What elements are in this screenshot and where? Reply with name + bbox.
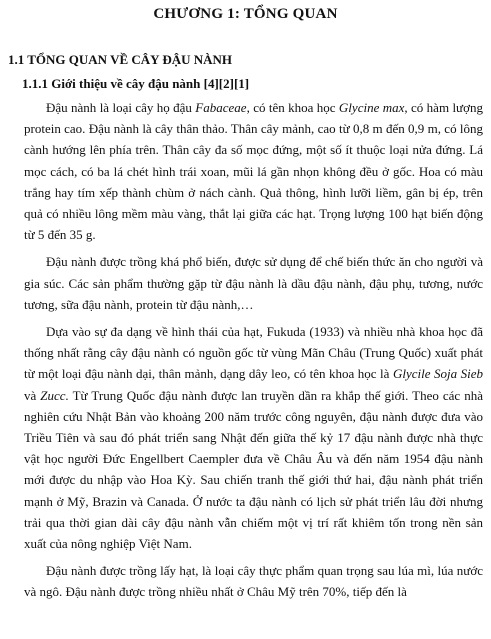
p1-family-name: Fabaceae [195,100,247,115]
p1-text-e: , có hàm lượng protein cao. Đậu nành là cây thân thảo. Thân cây mảnh, cao từ 0,8 m đến 0,9 m, có lông cành hướng lên phía trên. Thân cây đa số mọc đứng, một số ít thuộc loại nửa đứng. Lá mọc cách, có ba lá chét hình trái xoan, mũi lá gần nhọn không đều ở gốc. Hoa có màu trắng hay tím xếp thành chùm ở nách cành. Quả thông, hình lưỡi liềm, gân bị ép, trên quả có nhiều lông mềm màu vàng, thắt lại giữa các hạt. Trọng lượng 100 hạt biến động từ 5 đến 35 g. [24,100,483,243]
paragraph-3 [24,321,483,554]
subsection-heading: 1.1.1 Giới thiệu về cây đậu nành [4][2][1] [22,76,250,91]
p3-text-c: và [24,387,41,403]
p3-author-abbrev: Zucc. [40,387,69,403]
paragraph-4: Đậu nành được trồng lấy hạt, là loại cây thực phẩm quan trọng sau lúa mì, lúa nước và ngô. Đậu nành được trồng nhiều nhất ở Châu Mỹ trên 70%, tiếp đến là [24,563,483,600]
body-text [24,97,483,603]
p1-text-a: Đậu nành là loại cây họ đậu [46,100,196,115]
p3-text-e: Từ Trung Quốc đậu nành được lan truyền dần ra khắp thế giới. Theo các nhà nghiên cứu Nhật Bản vào khoảng 200 năm trước công nguyên, đậu nành được đưa vào Triều Tiên và sau đó phát triển sang Nhật đến giữa thế kỷ 17 đậu nành được nhà thực vật học người Đức Engellbert Caempler đưa về Châu Âu và đến năm 1954 đậu nành mới được du nhập vào Hoa Kỳ. Sau chiến tranh thế giới thứ hai, đậu nành phát triển mạnh ở Mỹ, Brazin và Canada. Ở nước ta đậu nành có lịch sử phát triển lâu đời nhưng trải qua thời gian dài cây đậu nành vẫn chiếm một vị trí rất khiêm tốn trong nền sản xuất của nông nghiệp Việt Nam. [24,387,483,552]
chapter-title: CHƯƠNG 1: TỔNG QUAN [153,6,338,22]
paragraph-1 [24,97,483,245]
section-heading: 1.1 TỔNG QUAN VỀ CÂY ĐẬU NÀNH [8,52,233,67]
p3-scientific-name: Glycile Soja Sieb [392,366,483,382]
paragraph-2: Đậu nành được trồng khá phổ biến, được sử dụng để chế biến thức ăn cho người và gia súc. Các sản phẩm thường gặp từ đậu nành là dầu đậu nành, đậu phụ, tương, nước tương, sữa đậu nành, protein từ đậu nành,… [24,254,483,312]
p1-scientific-name: Glycine max [338,100,405,115]
p1-text-c: , có tên khoa học [246,100,339,115]
p3-text-a: Dựa vào sự đa dạng về hình thái của hạt, Fukuda (1933) và nhiều nhà khoa học đã thống nhất rằng cây đậu nành có nguồn gốc từ vùng Mãn Châu (Trung Quốc) xuất phát từ một loại đậu nành dại, thân mảnh, dạng dây leo, có tên khoa học là [24,324,483,382]
